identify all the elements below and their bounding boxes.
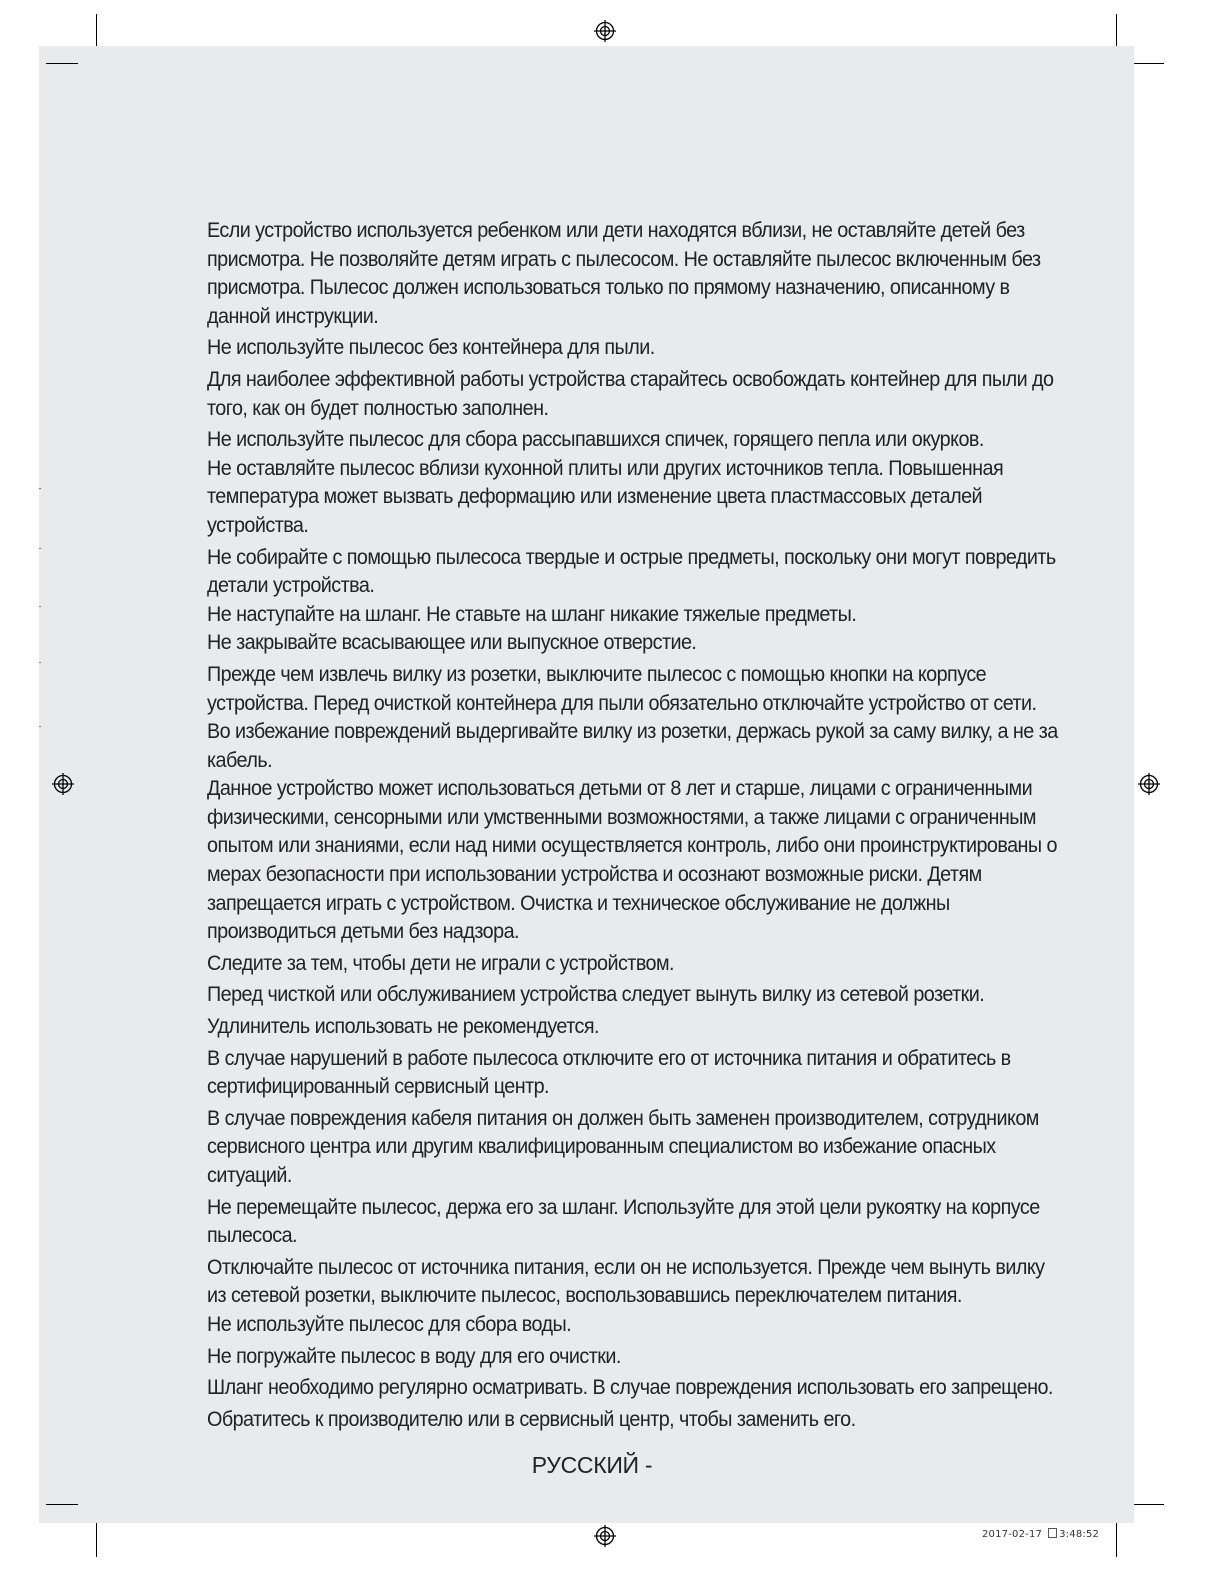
margin-tick bbox=[39, 726, 41, 727]
instruction-paragraph: Не используйте пылесос для сбора воды. bbox=[207, 1311, 572, 1336]
print-time: 3:48:52 bbox=[1059, 1529, 1100, 1540]
registration-mark-icon bbox=[594, 1525, 616, 1547]
safety-instructions bbox=[207, 216, 1069, 1436]
crop-mark-bottom-left-vertical bbox=[96, 1523, 97, 1557]
instruction-paragraph: В случае нарушений в работе пылесоса отключите его от источника питания и обратитесь в сертифицированный сервисный центр. bbox=[207, 1045, 1011, 1099]
instruction-paragraph: Перед чисткой или обслуживанием устройства следует вынуть вилку из сетевой розетки. bbox=[207, 982, 985, 1007]
registration-mark-icon bbox=[52, 773, 74, 795]
instruction-paragraph: Прежде чем извлечь вилку из розетки, выключите пылесос с помощью кнопки на корпусе устройства. Перед очисткой контейнера для пыли обязательно отключайте устройство от сети. Во избежание повреждений выдергивайте вилку из розетки, держась рукой за саму вилку, а не за кабель. bbox=[207, 661, 1058, 772]
instruction-paragraph: Следите за тем, чтобы дети не играли с устройством. bbox=[207, 950, 674, 975]
print-stamp bbox=[982, 1528, 1099, 1540]
crop-mark-top-right-horizontal bbox=[1134, 63, 1164, 64]
print-date: 2017-02-17 bbox=[982, 1529, 1043, 1540]
instruction-paragraph: Не используйте пылесос для сбора рассыпавшихся спичек, горящего пепла или окурков. bbox=[207, 427, 984, 452]
instruction-paragraph: Обратитесь к производителю или в сервисный центр, чтобы заменить его. bbox=[207, 1406, 856, 1431]
margin-tick bbox=[39, 606, 41, 607]
instruction-paragraph: Не используйте пылесос без контейнера для пыли. bbox=[207, 335, 655, 360]
crop-mark-top-right-vertical bbox=[1116, 14, 1117, 46]
instruction-paragraph: Не закрывайте всасывающее или выпускное отверстие. bbox=[207, 630, 697, 655]
instruction-paragraph: Не оставляйте пылесос вблизи кухонной плиты или других источников тепла. Повышенная температура может вызвать деформацию или изменение цвета пластмассовых деталей устройства. bbox=[207, 455, 1004, 537]
registration-mark-icon bbox=[594, 20, 616, 42]
crop-mark-bottom-right-horizontal bbox=[1134, 1504, 1164, 1505]
instruction-paragraph: Не наступайте на шланг. Не ставьте на шланг никакие тяжелые предметы. bbox=[207, 601, 857, 626]
instruction-paragraph: В случае повреждения кабеля питания он должен быть заменен производителем, сотрудником сервисного центра или другим квалифицированным специалистом во избежание опасных ситуаций. bbox=[207, 1105, 1039, 1187]
margin-tick bbox=[39, 488, 41, 489]
instruction-paragraph: Удлинитель использовать не рекомендуется. bbox=[207, 1014, 599, 1039]
instruction-paragraph: Отключайте пылесос от источника питания, если он не используется. Прежде чем вынуть вилку из сетевой розетки, выключите пылесос, воспользовавшись переключателем питания. bbox=[207, 1254, 1045, 1308]
instruction-paragraph: Не собирайте с помощью пылесоса твердые и острые предметы, поскольку они могут повредить детали устройства. bbox=[207, 544, 1056, 598]
placeholder-glyph-icon bbox=[1048, 1528, 1057, 1538]
footer-language-label: РУССКИЙ - bbox=[531, 1452, 653, 1478]
crop-mark-bottom-right-vertical bbox=[1116, 1523, 1117, 1557]
instruction-paragraph: Шланг необходимо регулярно осматривать. В случае повреждения использовать его запрещено. bbox=[207, 1375, 1053, 1400]
margin-tick bbox=[39, 548, 41, 549]
page-footer-language bbox=[0, 1452, 1224, 1479]
crop-mark-top-left-vertical bbox=[96, 14, 97, 46]
crop-mark-bottom-left-horizontal bbox=[46, 1504, 78, 1505]
instruction-paragraph: Не погружайте пылесос в воду для его очистки. bbox=[207, 1343, 621, 1368]
registration-mark-icon bbox=[1138, 773, 1160, 795]
instruction-paragraph: Если устройство используется ребенком или дети находятся вблизи, не оставляйте детей без присмотра. Не позволяйте детям играть с пылесосом. Не оставляйте пылесос включенным без присмотра. Пылесос должен использоваться только по прямому назначению, описанному в данной инструкции. bbox=[207, 218, 1041, 328]
instruction-paragraph: Для наиболее эффективной работы устройства старайтесь освобождать контейнер для пыли до того, как он будет полностью заполнен. bbox=[207, 366, 1054, 420]
margin-tick bbox=[39, 662, 41, 663]
instruction-paragraph: Данное устройство может использоваться детьми от 8 лет и старше, лицами с ограниченными физическими, сенсорными или умственными возможностями, а также лицами с ограниченным опытом или знаниями, если над ними осуществляется контроль, либо они проинструктированы о мерах безопасности при использовании устройства и осознают возможные риски. Детям запрещается играть с устройством. Очистка и техническое обслуживание не должны производиться детьми без надзора. bbox=[207, 776, 1057, 944]
instruction-paragraph: Не перемещайте пылесос, держа его за шланг. Используйте для этой цели рукоятку на корпусе пылесоса. bbox=[207, 1194, 1040, 1248]
crop-mark-top-left-horizontal bbox=[46, 63, 78, 64]
